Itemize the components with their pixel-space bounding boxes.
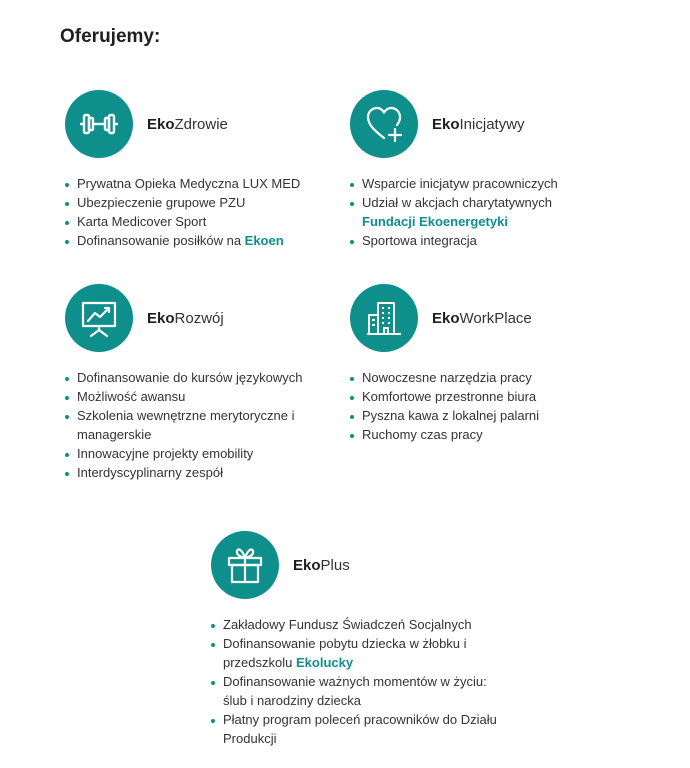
card-title: EkoInicjatywy — [432, 115, 525, 133]
list-item: Prywatna Opieka Medyczna LUX MED — [65, 174, 325, 193]
list-item: Dofinansowanie pobytu dziecka w żłobku i przedszkolu Ekolucky — [211, 634, 501, 672]
list-item: Dofinansowanie ważnych momentów w życiu: ślub i narodziny dziecka — [211, 672, 501, 710]
presentation-chart-icon — [65, 284, 133, 352]
list-item: Możliwość awansu — [65, 387, 325, 406]
benefit-list — [211, 615, 501, 748]
card-title: EkoPlus — [293, 556, 350, 574]
list-item: Dofinansowanie do kursów językowych — [65, 368, 325, 387]
list-item: Pyszna kawa z lokalnej palarni — [350, 406, 590, 425]
list-item: Ubezpieczenie grupowe PZU — [65, 193, 325, 212]
list-item: Innowacyjne projekty emobility — [65, 444, 325, 463]
list-item: Karta Medicover Sport — [65, 212, 325, 231]
benefit-list — [65, 368, 325, 482]
list-item: Szkolenia wewnętrzne merytoryczne i managerskie — [65, 406, 325, 444]
card-title: EkoZdrowie — [147, 115, 228, 133]
card-ekoinicjatywy — [350, 90, 590, 250]
card-ekoworkplace — [350, 284, 590, 444]
dumbbell-icon — [65, 90, 133, 158]
office-building-icon — [350, 284, 418, 352]
page-title: Oferujemy: — [60, 26, 161, 47]
list-item: Ruchomy czas pracy — [350, 425, 590, 444]
list-item: Zakładowy Fundusz Świadczeń Socjalnych — [211, 615, 501, 634]
list-item: Komfortowe przestronne biura — [350, 387, 590, 406]
highlight-link[interactable]: Ekolucky — [295, 655, 354, 670]
card-title: EkoRozwój — [147, 309, 224, 327]
card-ekozdrowie — [65, 90, 325, 250]
list-item: Interdyscyplinarny zespół — [65, 463, 325, 482]
highlight-link[interactable]: Ekoen — [244, 233, 284, 248]
card-title: EkoWorkPlace — [432, 309, 532, 327]
heart-plus-icon — [350, 90, 418, 158]
list-item: Nowoczesne narzędzia pracy — [350, 368, 590, 387]
list-item: Sportowa integracja — [350, 231, 590, 250]
highlight-link[interactable]: Fundacji Ekoenergetyki — [362, 214, 508, 229]
gift-icon — [211, 531, 279, 599]
list-item: Udział w akcjach charytatywnych Fundacji Ekoenergetyki — [350, 193, 590, 231]
benefit-list — [350, 174, 590, 250]
benefit-list — [350, 368, 590, 444]
benefit-list — [65, 174, 325, 250]
list-item: Dofinansowanie posiłków na Ekoen — [65, 231, 325, 250]
card-ekoplus — [211, 531, 501, 748]
list-item: Płatny program poleceń pracowników do Działu Produkcji — [211, 710, 501, 748]
card-ekorozwoj — [65, 284, 325, 482]
list-item: Wsparcie inicjatyw pracowniczych — [350, 174, 590, 193]
